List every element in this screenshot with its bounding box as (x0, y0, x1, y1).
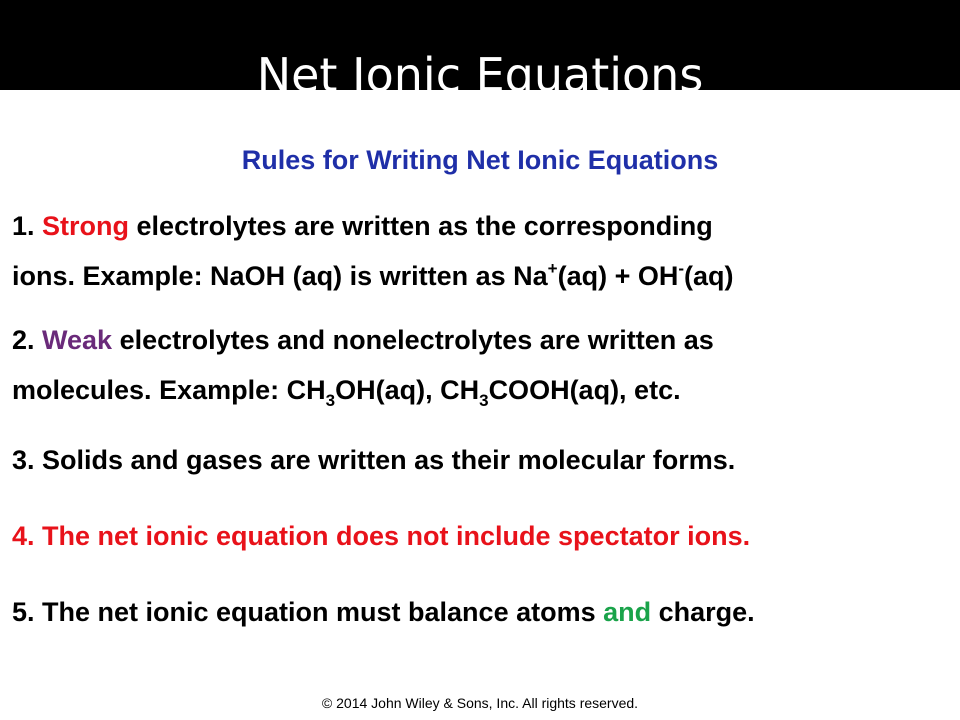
rule-5-text-b: charge. (651, 597, 755, 627)
rule-2-text-d: COOH(aq), etc. (488, 375, 681, 405)
rule-1 (12, 201, 952, 301)
weak-keyword: Weak (42, 325, 113, 355)
rule-5-text-a: 5. The net ionic equation must balance atoms (12, 597, 604, 627)
rule-3 (12, 435, 952, 485)
rule-1-text-c: (aq) + OH (557, 261, 679, 291)
rule-2-text-a: electrolytes and nonelectrolytes are written as (112, 325, 714, 355)
rule-2-text-c: OH(aq), CH (335, 375, 480, 405)
rule-2-number: 2. (12, 325, 43, 355)
strong-keyword: Strong (42, 211, 130, 241)
rule-2-text-b: molecules. Example: CH (12, 375, 326, 405)
rule-3-text: 3. Solids and gases are written as their molecular forms. (12, 445, 736, 475)
rule-1-line-1 (12, 201, 952, 251)
subscript-3-b: 3 (479, 391, 489, 410)
rule-2-line-2 (12, 365, 952, 415)
rule-5-line (12, 587, 952, 637)
plus-superscript: + (547, 259, 558, 278)
minus-superscript: - (678, 259, 685, 278)
rule-4 (12, 511, 952, 561)
rule-2-line-1 (12, 315, 952, 365)
subscript-3-a: 3 (325, 391, 336, 410)
rule-1-number: 1. (12, 211, 43, 241)
rules-subtitle: Rules for Writing Net Ionic Equations (241, 145, 719, 175)
rule-1-text-d: (aq) (684, 261, 734, 291)
rule-5 (12, 587, 952, 637)
and-keyword: and (603, 597, 652, 627)
rule-4-text: 4. The net ionic equation does not include spectator ions. (12, 521, 751, 551)
rule-1-text-b: ions. Example: NaOH (aq) is written as Na (12, 261, 548, 291)
rule-1-line-2 (12, 251, 952, 301)
rule-2 (12, 315, 952, 415)
rule-1-text-a: electrolytes are written as the corresponding (129, 211, 713, 241)
slide-title: Net Ionic Equations (256, 47, 704, 102)
copyright-footer: © 2014 John Wiley & Sons, Inc. All rights reserved. (321, 695, 639, 711)
